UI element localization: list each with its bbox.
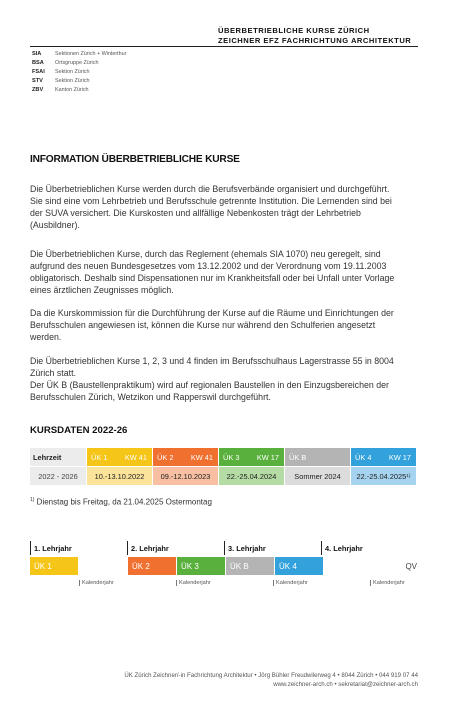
timeline-segment-empty [79,557,127,575]
footnote [30,497,212,507]
lehrjahr-label: 1. Lehrjahr [30,541,126,555]
organization-item [32,76,126,85]
kursdaten-header-row [30,448,416,466]
course-date-uk2: 09.-12.10.2023 [153,467,218,485]
kursdaten-table [30,448,416,485]
organization-item [32,85,126,94]
footnote-text: Dienstag bis Freitag, da 21.04.2025 Ostermontag [34,497,212,507]
course-kw: KW 41 [124,452,147,462]
course-kw: KW 17 [256,452,279,462]
course-header-uk2 [153,448,218,466]
organization-abbr: SIA [32,51,42,58]
footnote-mark: 1) [30,497,35,503]
timeline-segment-uk4: ÜK 4 [275,557,323,575]
document-header [218,26,418,46]
paragraph-line: Da die Kurskommission für die Durchführung der Kurse auf die Räume und Einrichtungen der [30,308,394,318]
kalenderjahr-marker [321,578,417,588]
paragraph-line: obligatorisch. Deshalb sind Dispensationen nur im Krankheitsfall oder bei Unfall unter Vorlage [30,273,395,284]
paragraph-line: (Ausbildner). [30,220,80,231]
organization-name: Sektion Zürich [55,77,90,84]
kalenderjahr-marker [30,578,126,588]
organization-item [32,50,126,59]
course-date-text: 22.-25.04.2025 [356,471,407,481]
paragraph-3 [30,307,422,343]
course-name: ÜK 1 [91,452,108,462]
info-title: INFORMATION ÜBERBETRIEBLICHE KURSE [30,154,240,165]
organization-abbr: STV [32,77,43,84]
course-kw: KW 17 [388,452,411,462]
paragraph-line: Berufsschulen angewiesen ist, können die Kurse nur während den Schulferien angesetzt [30,320,376,331]
paragraph-line: Sie sind eine vom Lehrbetrieb und Berufsschule getrennte Institution. Die Lernenden sind bei [30,196,392,207]
kalenderjahr-label: Kalenderjahr [370,580,405,586]
footer-address: ÜK Zürich Zeichner/-in Fachrichtung Architektur • Jörg Bühler Freudwilerweg 4 • 8044 Zürich • 044 919 07 44 [124,672,418,679]
organization-item [32,68,126,77]
timeline-segment-uk2: ÜK 2 [128,557,176,575]
header-title-line2: ZEICHNER EFZ FACHRICHTUNG ARCHITEKTUR [218,36,412,45]
kursdaten-title: KURSDATEN 2022-26 [30,425,128,436]
course-name: ÜK 3 [223,452,240,462]
header-title-line1: ÜBERBETRIEBLICHE KURSE ZÜRICH [218,26,370,35]
paragraph-line: Berufsschulen Zürich, Wetzikon und Rapperswil durchgeführt. [30,392,271,403]
timeline-segment-empty [324,557,372,575]
header-divider [30,46,418,47]
timeline-segment-qv: QV [373,557,421,575]
timeline-bar [30,557,422,575]
timeline-segment-uk1: ÜK 1 [30,557,78,575]
organization-abbr: ZBV [32,86,44,93]
paragraph-4 [30,355,422,403]
timeline [30,541,422,588]
kalenderjahr-marker [224,578,320,588]
paragraph-line: aufgrund des neuen Bundesgesetzes vom 13.12.2002 und der Verordnung vom 19.11.2003 [30,261,387,272]
timeline-segment-uk3: ÜK 3 [177,557,225,575]
kalenderjahr-label: Kalenderjahr [176,580,211,586]
footnote-marker: 1) [406,473,411,479]
paragraph-2 [30,248,422,296]
course-kw: KW 41 [190,452,213,462]
paragraph-line: der SUVA versichert. Die Kurskosten und allfällige Nebenkosten trägt der Lehrbetrieb [30,208,361,219]
paragraph-1 [30,183,422,231]
organization-abbr: FSAI [32,68,45,75]
organization-list [32,50,126,94]
paragraph-line: Die Überbetrieblichen Kurse, durch das Reglement (ehemals SIA 1070) neu geregelt, sind [30,249,381,259]
lehrzeit-value: 2022 - 2026 [30,467,86,485]
course-header-uk4 [351,448,416,466]
course-date-ukb: Sommer 2024 [285,467,350,485]
paragraph-line: Die Überbetrieblichen Kurse 1, 2, 3 und 4 finden im Berufsschulhaus Lagerstrasse 55 in 8004 [30,356,394,366]
paragraph-line: eines ärztlichen Zeugnisses möglich. [30,285,174,296]
kalenderjahr-label: Kalenderjahr [273,580,308,586]
kalenderjahr-marker [127,578,223,588]
organization-name: Sektion Zürich [55,68,90,75]
lehrzeit-header: Lehrzeit [30,448,86,466]
kursdaten-date-row [30,467,416,485]
course-header-uk1 [87,448,152,466]
paragraph-line: Der ÜK B (Baustellenpraktikum) wird auf regionalen Baustellen in den Einzugsbereichen der [30,380,389,391]
course-name: ÜK B [289,452,307,462]
timeline-kalenderjahr [30,578,422,588]
course-date-uk4 [351,467,416,485]
footer-contact: www.zeichner-arch.ch • sekretariat@zeichner-arch.ch [273,681,418,688]
organization-name: Sektionen Zürich + Winterthur [55,51,127,58]
lehrjahr-label: 2. Lehrjahr [127,541,223,555]
kalenderjahr-label: Kalenderjahr [79,580,114,586]
organization-name: Kanton Zürich [55,86,89,93]
timeline-years [30,541,422,555]
paragraph-line: Die Überbetrieblichen Kurse werden durch die Berufsverbände organisiert und durchgeführt. [30,184,390,194]
course-header-uk3 [219,448,284,466]
course-date-uk1: 10.-13.10.2022 [87,467,152,485]
course-date-uk3: 22.-25.04.2024 [219,467,284,485]
course-name: ÜK 2 [157,452,174,462]
course-header-ukb [285,448,350,466]
organization-item [32,59,126,68]
lehrjahr-label: 3. Lehrjahr [224,541,320,555]
paragraph-line: Zürich statt. [30,368,76,379]
lehrjahr-label: 4. Lehrjahr [321,541,417,555]
timeline-segment-ukb: ÜK B [226,557,274,575]
organization-abbr: BSA [32,60,44,67]
organization-name: Ortsgruppe Zürich [55,60,99,67]
paragraph-line: werden. [30,332,62,343]
course-name: ÜK 4 [355,452,372,462]
